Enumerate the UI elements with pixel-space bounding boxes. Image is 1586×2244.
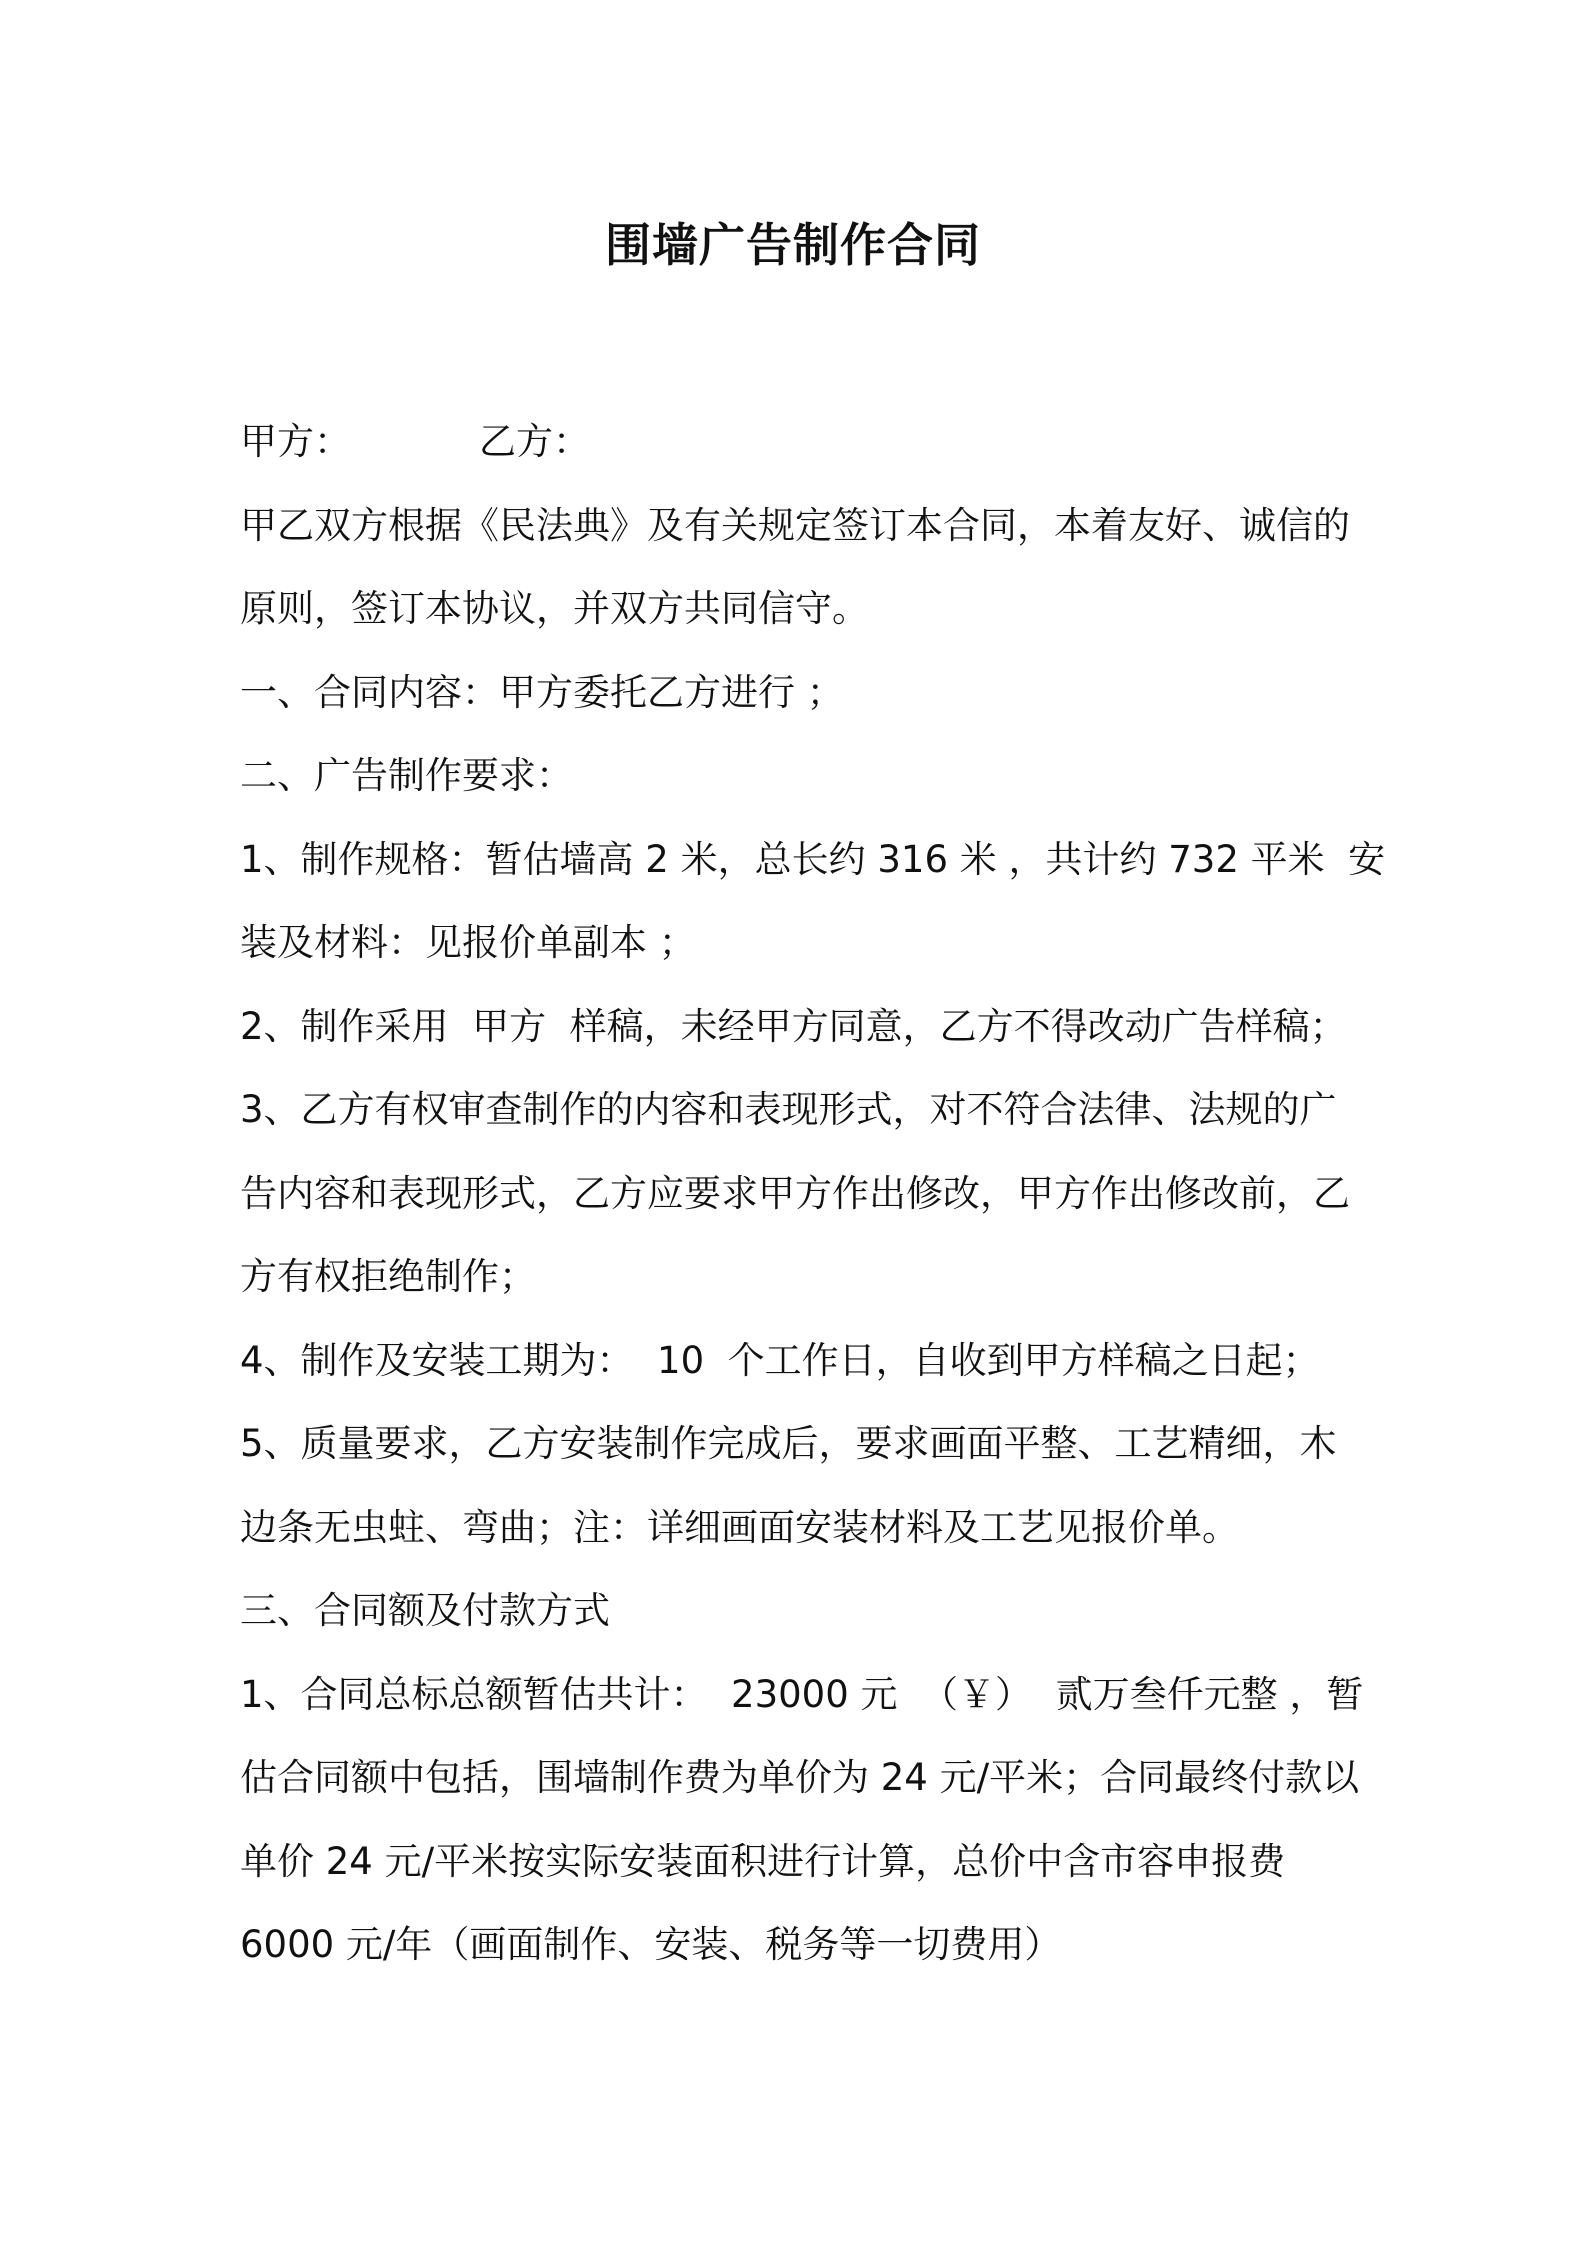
party-a-label: 甲方： [240, 420, 351, 463]
document-body [240, 400, 1386, 1987]
section-heading: 三、合同额及付款方式 [240, 1589, 610, 1632]
paragraph-line: 6000 元/年（画面制作、安装、税务等一切费用） [240, 1923, 1062, 1966]
document-title: 围墙广告制作合同 [605, 218, 981, 272]
section-heading: 一、合同内容：甲方委托乙方进行 ； [240, 670, 844, 714]
paragraph-line: 2、制作采用 甲方 样稿，未经甲方同意，乙方不得改动广告样稿； [240, 1004, 1347, 1048]
paragraph-line: 告内容和表现形式，乙方应要求甲方作出修改，甲方作出修改前，乙 [240, 1171, 1350, 1215]
paragraph-line: 原则，签订本协议，并双方共同信守。 [240, 587, 869, 630]
paragraph-line: 单价 24 元/平米按实际安装面积进行计算，总价中含市容申报费 [240, 1839, 1286, 1883]
section-heading: 二、广告制作要求： [240, 754, 573, 797]
paragraph-line: 5、质量要求，乙方安装制作完成后，要求画面平整、工艺精细，木 [240, 1422, 1337, 1465]
paragraph-line: 装及材料：见报价单副本 ； [240, 921, 696, 964]
parties-line [240, 400, 1350, 484]
paragraph-line: 1、制作规格：暂估墙高 2 米，总长约 316 米 ，共计约 732 平米 安 [240, 837, 1386, 881]
paragraph-line: 方有权拒绝制作； [240, 1255, 536, 1298]
party-b-label: 乙方： [479, 420, 590, 463]
paragraph-line: 边条无虫蛀、弯曲；注：详细画面安装材料及工艺见报价单。 [240, 1505, 1239, 1549]
paragraph-line: 估合同额中包括，围墙制作费为单价为 24 元/平米；合同最终付款以 [240, 1756, 1360, 1799]
paragraph-line: 3、乙方有权审查制作的内容和表现形式，对不符合法律、法规的广 [240, 1088, 1337, 1131]
paragraph-line: 1、合同总标总额暂估共计： 23000 元 （￥） 贰万叁仟元整 ，暂 [240, 1672, 1364, 1716]
paragraph-line: 4、制作及安装工期为： 10 个工作日，自收到甲方样稿之日起； [240, 1338, 1320, 1382]
paragraph-line: 甲乙双方根据《民法典》及有关规定签订本合同，本着友好、诚信的 [240, 503, 1350, 547]
